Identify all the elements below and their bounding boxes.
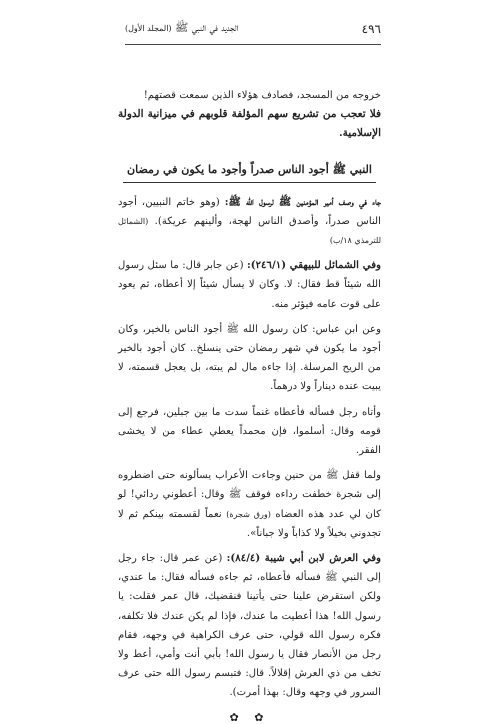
paragraph-1-lead: جاء في وصف أمير المؤمنين ﷺ لرسول الله ﷺ: bbox=[224, 195, 381, 208]
paragraph-2-text: (عن جابر قال: ما سئل رسول الله شيئاً قط فقال: لا. وكان لا يسأل شيئاً إلا أعطاه، ثم يعود على قوت عامه فيؤثر منه. bbox=[118, 260, 381, 310]
paragraph-4 bbox=[118, 403, 381, 461]
paragraph-1 bbox=[118, 193, 381, 251]
paragraph-2 bbox=[118, 256, 381, 314]
paragraph-5-text-end: نعماً لقسمته بينكم ثم لا تجدوني بخيلاً ولا كذاباً ولا جباناً». bbox=[118, 508, 381, 539]
paragraph-2-lead: وفي الشمائل للبيهقي (٢٤٦/١): bbox=[246, 259, 381, 272]
paragraph-1-note: (الشمائل للترمذي ١٨/ب) bbox=[118, 216, 381, 246]
paragraph-6-lead: وفي العرش لابن أبي شيبة (٨٤/٤): bbox=[226, 552, 381, 565]
volume-label: (المجلد الأول) bbox=[125, 24, 172, 33]
page-number: ٤٩٦ bbox=[361, 22, 381, 36]
section-heading: النبي ﷺ أجود الناس صدراً وأجود ما يكون في رمضان bbox=[123, 163, 376, 183]
running-header bbox=[125, 18, 381, 40]
header-titles bbox=[125, 21, 238, 37]
paragraph-4-text: وأتاه رجل فسأله فأعطاه غنماً سدت ما بين جبلين، فرجع إلى قومه وقال: أسلموا، فإن محمداً يعطي عطاء من لا يخشى الفقر. bbox=[118, 406, 381, 457]
running-title: الجديد في النبي ﷺ bbox=[175, 21, 239, 34]
intro-paragraph bbox=[118, 86, 381, 144]
paragraph-6 bbox=[118, 549, 381, 703]
paragraph-3-text: وعن ابن عباس: كان رسول الله ﷺ أجود الناس بالخير، وكان أجود ما يكون في شهر رمضان حتى ينسلخ.. كان أجود بالخير من الريح المرسلة. إذا جاءه مال لم يبته، بل يعجل قسمته، لا يبيت عنده ديناراً ولا درهماً. bbox=[118, 323, 381, 393]
paragraph-1-text: (وهو خاتم النبيين، أجود الناس صدراً، وأصدق الناس لهجة، وألينهم عريكة). bbox=[118, 196, 381, 227]
paragraph-3 bbox=[118, 320, 381, 397]
paragraph-6-text: (عن عمر قال: جاء رجل إلى النبي ﷺ فسأله فأعطاه، ثم جاءه فسأله فقال: ما عندي، ولكن استقرض علينا حتى يأتينا فنقضيك، قال عمر فقلت: يا رسول الله! هذا أعطيت ما عندك، فإذا لم يكن عندك فلا تكلفه، فكره رسول الله قولي، حتى عرف الكراهية في وجهه، فقام رجل من الأنصار فقال يا رسول الله! بأبي أنت وأمي، أعط ولا تخف من ذي العرش إقلالاً. قال: فتبسم رسول الله حتى عرف السرور في وجهه وقال: بهذا أمرت). bbox=[118, 553, 381, 699]
intro-line-2: فلا تعجب من تشريع سهم المؤلفة قلوبهم في ميزانية الدولة الإسلامية. bbox=[118, 108, 381, 140]
intro-line-1: خروجه من المسجد، فصادف هؤلاء الذين سمعت قصتهم! bbox=[143, 90, 381, 101]
paragraph-5-note: (ورق شجرة) bbox=[226, 509, 271, 519]
paragraph-5 bbox=[118, 466, 381, 543]
header-divider bbox=[125, 44, 381, 45]
section-heading-wrap bbox=[118, 158, 381, 183]
paragraph-5-text: ولما قفل ﷺ من حنين وجاءت الأعراب يسألونه حتى اضطروه إلى شجرة خطفت رداءه فوقف ﷺ وقال: أعطوني ردائي! لو كان لي عدد هذه العضاه bbox=[118, 470, 381, 520]
end-ornament: ✿ ✿ bbox=[229, 710, 270, 724]
page-body bbox=[118, 86, 381, 724]
